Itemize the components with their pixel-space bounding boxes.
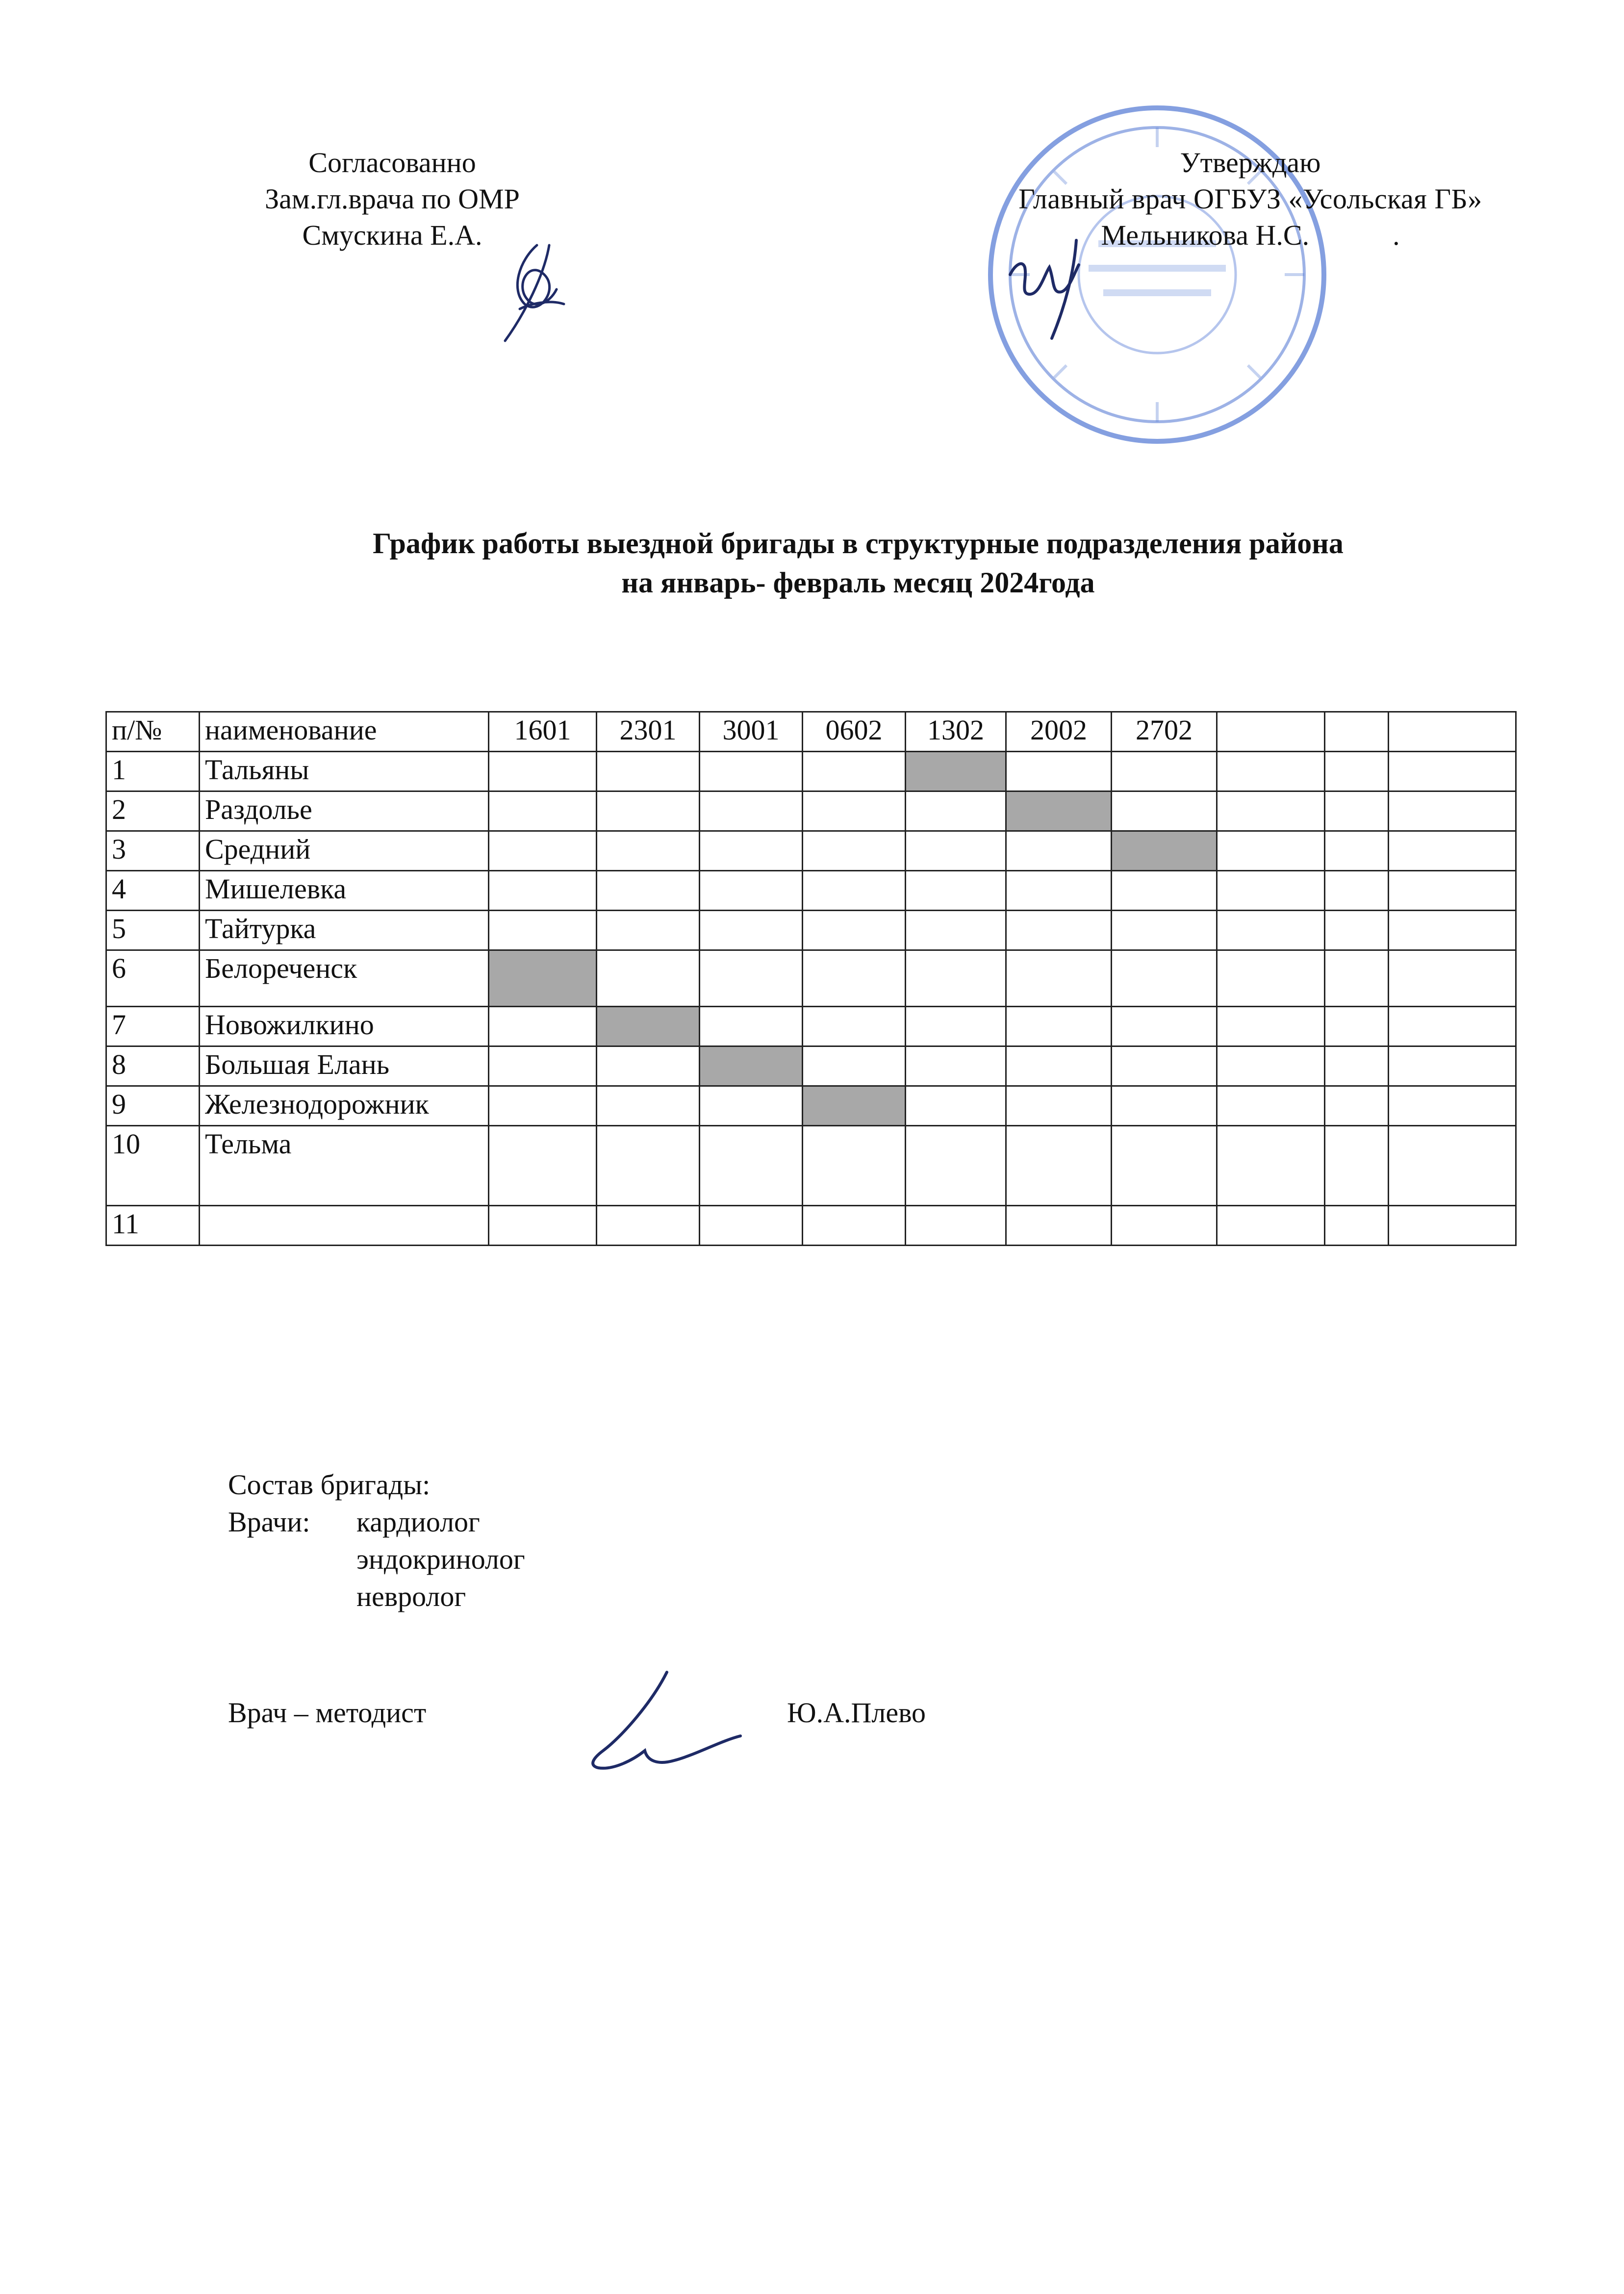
- schedule-cell: [1217, 1046, 1325, 1086]
- schedule-cell: [1006, 911, 1112, 950]
- schedule-cell: [489, 791, 597, 831]
- schedule-cell: [803, 911, 906, 950]
- schedule-cell: [803, 1007, 906, 1046]
- schedule-cell: [700, 1206, 803, 1246]
- schedule-cell: [1112, 1007, 1217, 1046]
- doctor-item: кардиолог: [356, 1506, 480, 1538]
- row-name: Тальяны: [200, 752, 489, 791]
- schedule-cell: [700, 1126, 803, 1206]
- schedule-cell: [1006, 1126, 1112, 1206]
- schedule-cell: [1217, 791, 1325, 831]
- schedule-cell: [1325, 1007, 1389, 1046]
- schedule-cell: [597, 1086, 700, 1126]
- doctors-row-1: [228, 1504, 525, 1541]
- schedule-cell: [1389, 1126, 1516, 1206]
- visit-cell-shaded: [489, 950, 597, 1007]
- schedule-cell: [1217, 1007, 1325, 1046]
- row-name: Средний: [200, 831, 489, 871]
- header-number: п/№: [106, 712, 200, 752]
- schedule-cell: [1112, 871, 1217, 911]
- schedule-cell: [489, 1046, 597, 1086]
- methodist-role: Врач – методист: [228, 1697, 427, 1729]
- schedule-cell: [489, 871, 597, 911]
- doctor-item: невролог: [356, 1580, 466, 1612]
- header-date: [1389, 712, 1516, 752]
- schedule-cell: [906, 831, 1006, 871]
- schedule-cell: [803, 1046, 906, 1086]
- visit-cell-shaded: [597, 1007, 700, 1046]
- schedule-cell: [1006, 752, 1112, 791]
- visit-cell-shaded: [1006, 791, 1112, 831]
- row-number: 7: [106, 1007, 200, 1046]
- schedule-cell: [1006, 950, 1112, 1007]
- team-heading: Состав бригады:: [228, 1469, 431, 1501]
- row-number: 2: [106, 791, 200, 831]
- schedule-cell: [1325, 752, 1389, 791]
- schedule-cell: [1325, 1126, 1389, 1206]
- schedule-cell: [1389, 911, 1516, 950]
- row-number: 10: [106, 1126, 200, 1206]
- schedule-cell: [1217, 1206, 1325, 1246]
- schedule-cell: [597, 1046, 700, 1086]
- approved-dot: .: [1393, 219, 1400, 251]
- schedule-cell: [803, 1206, 906, 1246]
- schedule-cell: [1006, 831, 1112, 871]
- schedule-cell: [1325, 1046, 1389, 1086]
- schedule-cell: [489, 1206, 597, 1246]
- schedule-cell: [1325, 911, 1389, 950]
- visit-cell-shaded: [1112, 831, 1217, 871]
- schedule-cell: [1389, 752, 1516, 791]
- header-date: 1302: [906, 712, 1006, 752]
- row-number: 9: [106, 1086, 200, 1126]
- header-date: [1217, 712, 1325, 752]
- schedule-cell: [489, 1007, 597, 1046]
- schedule-cell: [597, 791, 700, 831]
- schedule-cell: [489, 911, 597, 950]
- schedule-cell: [597, 1206, 700, 1246]
- signature-left: [490, 230, 588, 348]
- agreed-person: Смускина Е.А.: [302, 219, 482, 251]
- schedule-cell: [489, 752, 597, 791]
- table-row: [106, 871, 1516, 911]
- schedule-cell: [700, 752, 803, 791]
- schedule-cell: [906, 871, 1006, 911]
- schedule-cell: [906, 1046, 1006, 1086]
- schedule-cell: [1112, 911, 1217, 950]
- table-row: [106, 1126, 1516, 1206]
- schedule-cell: [1389, 1007, 1516, 1046]
- schedule-cell: [597, 831, 700, 871]
- schedule-cell: [1389, 871, 1516, 911]
- schedule-cell: [1389, 1086, 1516, 1126]
- approved-position: Главный врач ОГБУЗ «Усольская ГБ»: [1018, 183, 1482, 215]
- document-title: [196, 524, 1520, 602]
- schedule-cell: [803, 871, 906, 911]
- agreed-position: Зам.гл.врача по ОМР: [265, 183, 520, 215]
- row-name: Тельма: [200, 1126, 489, 1206]
- schedule-cell: [1325, 1086, 1389, 1126]
- methodist-name: Ю.А.Плево: [787, 1697, 926, 1729]
- table-row: [106, 1206, 1516, 1246]
- schedule-cell: [803, 950, 906, 1007]
- schedule-cell: [906, 911, 1006, 950]
- schedule-cell: [1006, 1046, 1112, 1086]
- schedule-cell: [597, 1126, 700, 1206]
- doctors-row-3: [228, 1578, 525, 1615]
- schedule-cell: [803, 1126, 906, 1206]
- table-row: [106, 791, 1516, 831]
- schedule-cell: [597, 752, 700, 791]
- schedule-cell: [803, 791, 906, 831]
- schedule-cell: [1217, 752, 1325, 791]
- schedule-cell: [1006, 1007, 1112, 1046]
- table-row: [106, 911, 1516, 950]
- schedule-cell: [1112, 1126, 1217, 1206]
- schedule-cell: [1217, 911, 1325, 950]
- header-date: [1325, 712, 1389, 752]
- schedule-cell: [597, 950, 700, 1007]
- title-line-1: График работы выездной бригады в структурные подразделения района: [373, 527, 1344, 560]
- schedule-cell: [489, 831, 597, 871]
- schedule-cell: [906, 1126, 1006, 1206]
- schedule-cell: [1006, 1086, 1112, 1126]
- schedule-cell: [1325, 1206, 1389, 1246]
- schedule-cell: [1112, 752, 1217, 791]
- row-number: 11: [106, 1206, 200, 1246]
- doctors-label: Врачи:: [228, 1506, 310, 1538]
- row-name: Белореченск: [200, 950, 489, 1007]
- schedule-cell: [803, 752, 906, 791]
- row-number: 4: [106, 871, 200, 911]
- schedule-cell: [803, 831, 906, 871]
- schedule-cell: [906, 950, 1006, 1007]
- row-name: Раздолье: [200, 791, 489, 831]
- schedule-cell: [700, 911, 803, 950]
- title-line-2: на январь- февраль месяц 2024года: [621, 566, 1095, 599]
- schedule-cell: [1325, 950, 1389, 1007]
- table-row: [106, 1007, 1516, 1046]
- schedule-cell: [906, 791, 1006, 831]
- row-name: Мишелевка: [200, 871, 489, 911]
- signature-methodist: [584, 1667, 745, 1785]
- signature-right: [1000, 221, 1098, 343]
- schedule-cell: [1006, 871, 1112, 911]
- schedule-cell: [1112, 791, 1217, 831]
- row-name: Новожилкино: [200, 1007, 489, 1046]
- schedule-cell: [1112, 1046, 1217, 1086]
- visit-cell-shaded: [700, 1046, 803, 1086]
- row-name: Тайтурка: [200, 911, 489, 950]
- schedule-cell: [597, 871, 700, 911]
- schedule-cell: [1217, 950, 1325, 1007]
- approved-person: Мельникова Н.С.: [1101, 219, 1310, 251]
- doctors-row-2: [228, 1541, 525, 1578]
- schedule-cell: [1389, 950, 1516, 1007]
- schedule-cell: [700, 871, 803, 911]
- header-date: 0602: [803, 712, 906, 752]
- row-number: 5: [106, 911, 200, 950]
- schedule-cell: [597, 911, 700, 950]
- header-name: наименование: [200, 712, 489, 752]
- schedule-cell: [1112, 1206, 1217, 1246]
- header-date: 3001: [700, 712, 803, 752]
- schedule-cell: [700, 1086, 803, 1126]
- schedule-cell: [1389, 831, 1516, 871]
- visit-cell-shaded: [803, 1086, 906, 1126]
- table-row: [106, 950, 1516, 1007]
- table-row: [106, 1046, 1516, 1086]
- schedule-cell: [489, 1086, 597, 1126]
- approved-heading: Утверждаю: [1180, 147, 1321, 178]
- schedule-cell: [700, 950, 803, 1007]
- schedule-cell: [906, 1007, 1006, 1046]
- schedule-cell: [906, 1206, 1006, 1246]
- schedule-cell: [1217, 1126, 1325, 1206]
- table-row: [106, 1086, 1516, 1126]
- schedule-cell: [700, 791, 803, 831]
- header-date: 2002: [1006, 712, 1112, 752]
- schedule-cell: [1389, 1046, 1516, 1086]
- row-name: Железнодорожник: [200, 1086, 489, 1126]
- header-date: 1601: [489, 712, 597, 752]
- schedule-table: [105, 711, 1517, 1246]
- schedule-cell: [1389, 1206, 1516, 1246]
- team-composition: [228, 1466, 525, 1615]
- header-date: 2301: [597, 712, 700, 752]
- row-number: 3: [106, 831, 200, 871]
- schedule-cell: [906, 1086, 1006, 1126]
- row-name: Большая Елань: [200, 1046, 489, 1086]
- table-header-row: [106, 712, 1516, 752]
- schedule-cell: [1112, 1086, 1217, 1126]
- schedule-cell: [1217, 1086, 1325, 1126]
- agreed-heading: Согласованно: [308, 147, 476, 178]
- schedule-cell: [1217, 871, 1325, 911]
- visit-cell-shaded: [906, 752, 1006, 791]
- schedule-cell: [1006, 1206, 1112, 1246]
- schedule-cell: [1325, 871, 1389, 911]
- schedule-cell: [1389, 791, 1516, 831]
- row-number: 8: [106, 1046, 200, 1086]
- table-row: [106, 831, 1516, 871]
- schedule-cell: [489, 1126, 597, 1206]
- schedule-cell: [1325, 791, 1389, 831]
- schedule-cell: [1217, 831, 1325, 871]
- schedule-cell: [700, 1007, 803, 1046]
- schedule-cell: [1112, 950, 1217, 1007]
- schedule-cell: [700, 831, 803, 871]
- doctor-item: эндокринолог: [356, 1543, 525, 1575]
- row-number: 6: [106, 950, 200, 1007]
- table-row: [106, 752, 1516, 791]
- row-number: 1: [106, 752, 200, 791]
- row-name: [200, 1206, 489, 1246]
- schedule-cell: [1325, 831, 1389, 871]
- header-date: 2702: [1112, 712, 1217, 752]
